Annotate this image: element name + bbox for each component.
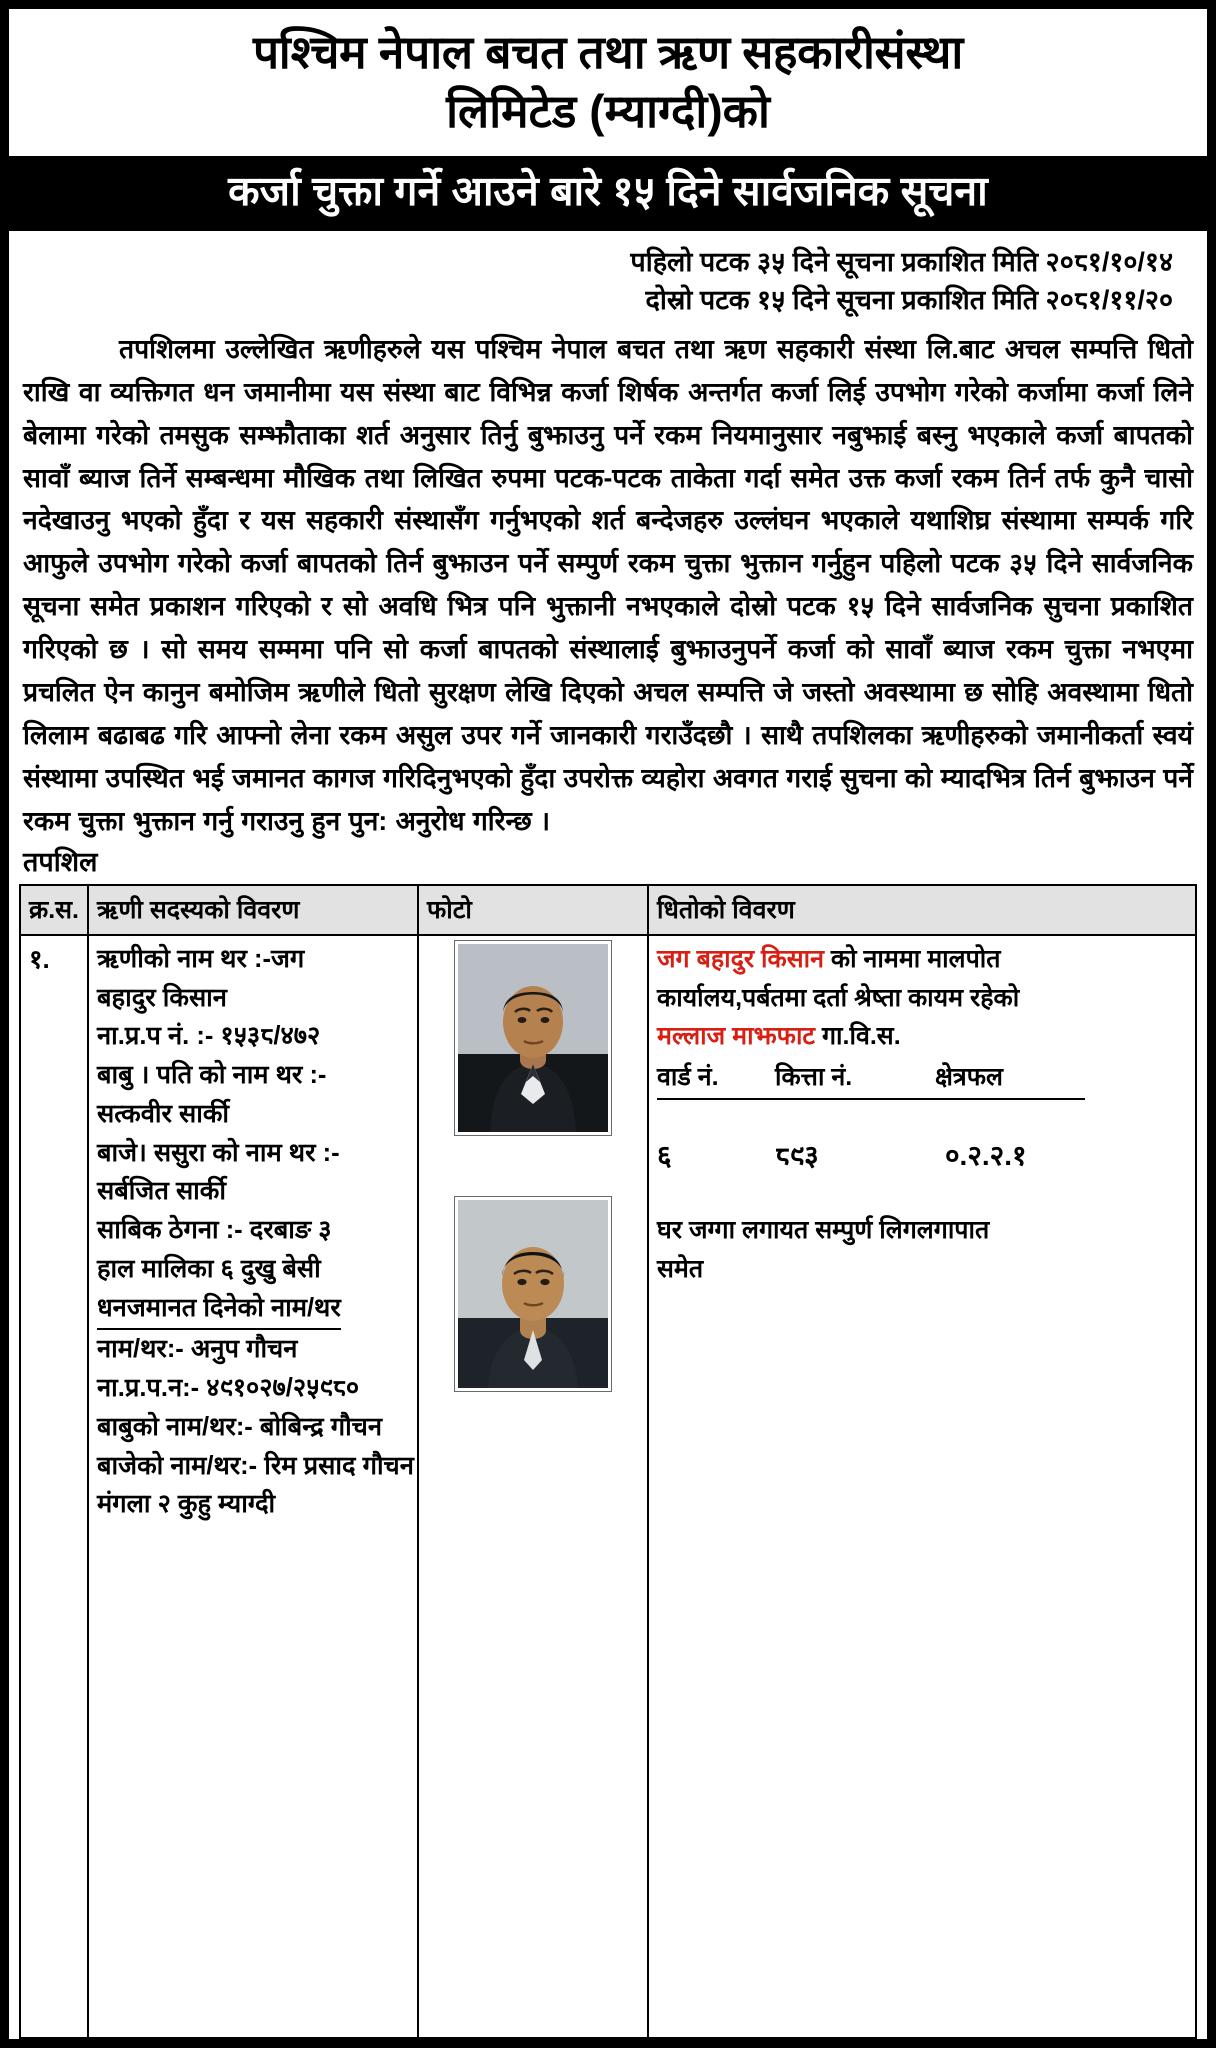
first-publication-date: पहिलो पटक ३५ दिने सूचना प्रकाशित मिति २०८१/१०/१४ [630,247,1173,278]
guarantor-photo [458,1200,608,1388]
guarantor-line: मंगला २ कुहु म्याग्दी [97,1490,276,1519]
collateral-subheader-row [657,1058,1187,1100]
cell-collateral-details [648,935,1196,2038]
collateral-footer [657,1211,1187,1289]
collateral-office-line: कार्यालय,पर्बतमा दर्ता श्रेष्ता कायम रहेको [657,983,1020,1012]
borrower-photo-frame [454,940,612,1136]
notice-title-banner: कर्जा चुक्ता गर्ने आउने बारे १५ दिने सार्वजनिक सूचना [9,156,1207,231]
table-header-row [20,885,1196,935]
collateral-vdc-name: मल्लाज माझफाट [657,1022,816,1051]
header-debtor-details: ऋणी सदस्यको विवरण [88,885,418,935]
debtor-line: बाजे। ससुरा को नाम थर :- [97,1138,340,1167]
cell-photos [418,935,648,2038]
guarantor-line: बाबुको नाम/थर:- बोबिन्द्र गौचन [97,1412,383,1441]
collateral-owner-line [657,940,1187,979]
guarantor-photo-frame [454,1196,612,1392]
header-photo: फोटो [418,885,648,935]
collateral-vdc-suffix: गा.वि.स. [821,1022,901,1051]
debtor-line: बहादुर किसान [97,983,227,1012]
org-name-line-1: पश्चिम नेपाल बचत तथा ऋण सहकारीसंस्था [252,26,964,78]
notice-body-paragraph: तपशिलमा उल्लेखित ऋणीहरुले यस पश्चिम नेपाल बचत तथा ऋण सहकारी संस्था लि.बाट अचल सम्पत्ति धितो राखि वा व्यक्तिगत धन जमानीमा यस संस्था बाट विभिन्न कर्जा शिर्षक अन्तर्गत कर्जा लिई उपभोग गरेको कर्जामा कर्जा लिने बेलामा गरेको तमसुक सम्झौताका शर्त अनुसार तिर्नु बुझाउनु पर्ने रकम नियमानुसार नबुझाई बस्नु भएकाले कर्जा बापतको सावाँ ब्याज तिर्ने सम्बन्धमा मौखिक तथा लिखित रुपमा पटक-पटक ताकेता गर्दा समेत उक्त कर्जा रकम तिर्न तर्फ कुनै चासो नदेखाउनु भएको हुँदा र यस सहकारी संस्थासँग गर्नुभएको शर्त बन्देजहरु उल्लंघन भएकाले यथाशिघ्र संस्थामा सम्पर्क गरि आफुले उपभोग गरेको कर्जा बापतको तिर्न बुझाउन पर्ने सम्पुर्ण रकम चुक्ता भुक्तान गर्नुहुन पहिलो पटक ३५ दिने सार्वजनिक सूचना समेत प्रकाशन गरिएको र सो अवधि भित्र पनि भुक्तानी नभएकाले दोस्रो पटक १५ दिने सार्वजनिक सुचना प्रकाशित गरिएको छ । सो समय सम्ममा पनि सो कर्जा बापतको संस्थालाई बुझाउनुपर्ने कर्जा को सावाँ ब्याज रकम चुक्ता नभएमा प्रचलित ऐन कानुन बमोजिम ऋणीले धितो सुरक्षण लेखि दिएको अचल सम्पत्ति जे जस्तो अवस्थामा छ सोहि अवस्थामा धितो लिलाम बढाबढ गरि आफ्नो लेना रकम असुल उपर गर्ने जानकारी गराउँदछौ । साथै तपशिलका ऋणीहरुको जमानीकर्ता स्वयं संस्थामा उपस्थित भई जमानत कागज गरिदिनुभएको हुँदा उपरोक्त व्यहोरा अवगत गराई सुचना को म्यादभित्र तिर्न बुझाउन पर्ने रकम चुक्ता भुक्तान गर्नु गराउनु हुन पुन: अनुरोध गरिन्छ । [23,333,1193,836]
guarantor-line: नाम/थर:- अनुप गौचन [97,1335,298,1364]
subheader-ward: वार्ड नं. [657,1058,775,1100]
cell-debtor-details [88,935,418,2038]
second-publication-date: दोस्रो पटक १५ दिने सूचना प्रकाशित मिति २०८१/११/२० [645,285,1173,316]
subheader-area: क्षेत्रफल [935,1058,1085,1100]
publication-dates [9,231,1207,324]
debtor-line: सत्कवीर सार्की [97,1099,230,1128]
value-ward: ६ [657,1139,672,1171]
organization-header [9,9,1207,152]
detail-table-wrapper [9,884,1207,2039]
tapasil-label: तपशिल [23,846,98,877]
debtor-line: ऋणीको नाम थर :-जग [97,944,305,973]
debtor-line: हाल मालिका ६ दुखु बेसी [97,1254,321,1283]
org-name-line-2: लिमिटेड (म्याग्दी)को [446,84,770,137]
cell-serial-number: १. [20,935,88,2038]
guarantor-line: बाजेको नाम/थर:- रिम प्रसाद गौचन [97,1451,414,1480]
guarantor-line: ना.प्र.प.न:- ४९१०२७/२५९८० [97,1374,360,1403]
debtor-detail-table [19,884,1197,2039]
table-row [20,935,1196,2038]
collateral-owner-suffix: को नाममा मालपोत [830,944,1001,973]
subheader-kitta: कित्ता नं. [775,1058,935,1100]
collateral-values-row [657,1134,1187,1177]
header-serial-number: क्र.स. [20,885,88,935]
debtor-line: ना.प्र.प नं. :- १५३८/४७२ [97,1022,321,1051]
value-area: ०.२.२.१ [945,1139,1027,1171]
guarantor-section-heading: धनजमानत दिनेको नाम/थर [97,1289,341,1331]
header-collateral-details: धितोको विवरण [648,885,1196,935]
collateral-owner-name: जग बहादुर किसान [657,944,824,973]
collateral-vdc-line [657,1017,1187,1056]
debtor-line: साबिक ठेगना :- दरबाङ ३ [97,1216,332,1245]
collateral-footer-line: समेत [657,1255,704,1284]
debtor-line: बाबु । पति को नाम थर :- [97,1061,327,1090]
value-kitta: ८९३ [775,1139,819,1171]
debtor-line: सर्बजित सार्की [97,1177,226,1206]
borrower-photo [458,944,608,1132]
collateral-footer-line: घर जग्गा लगायत सम्पुर्ण लिगलगापात [657,1216,990,1245]
